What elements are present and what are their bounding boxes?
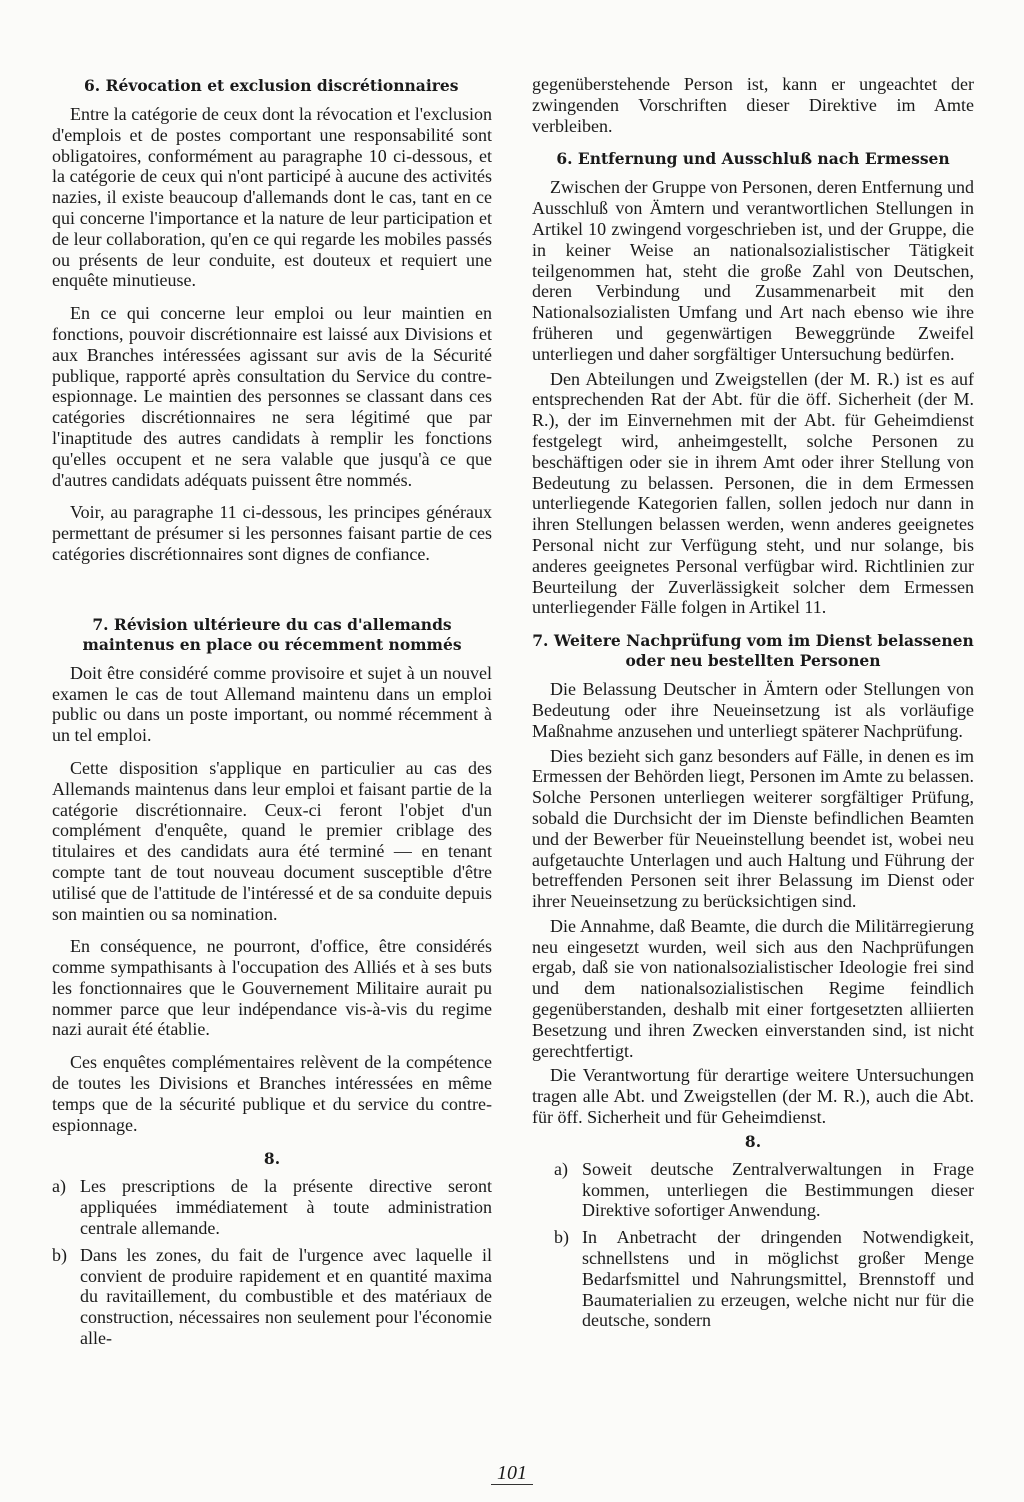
page-number (0, 1462, 1024, 1485)
list-item (52, 1176, 492, 1238)
list-item (532, 1159, 974, 1221)
paragraph: Den Abteilungen und Zweigstellen (der M. R.) ist es auf entsprechenden Rat der Abt. für die öff. Sicherheit (der M. R.), der im Einvernehmen mit der Abt. für Geheimdienst festgelegt wird, anheimgestellt, solche Personen zu beschäftigen oder sie in ihrem Amt oder ihrer Stellung von Bedeutung zu belassen. Personen, die in dem Ermessen unterliegende Kategorien fallen, sollen jedoch nur dann in ihren Stellungen belassen werden, wenn anderes geeignetes Personal nicht zur Verfügung steht, und nur solange, bis anderes geeignetes Personal verfügbar wird. Richtlinien zur Beurteilung der Zuverlässigkeit solcher dem Ermessen unterliegender Fälle folgen in Artikel 11. (532, 368, 974, 618)
item-label: a) (554, 1158, 568, 1179)
paragraph: En conséquence, ne pourront, d'office, être considérés comme sympathisants à l'occupation des Alliés et à ses buts les fonctionnaires que le Gouvernement Militaire aurait pu nommer parce que leur indépendance vis-à-vis du regime nazi aurait été établie. (52, 936, 492, 1040)
section-7-heading-fr: 7. Révision ultérieure du cas d'allemands maintenus en place ou récemment nommés (82, 614, 462, 654)
section-8-heading-de: 8. (744, 1131, 762, 1151)
section-7-heading-de: 7. Weitere Nachprüfung vom im Dienst belassenen oder neu bestellten Personen (532, 631, 974, 671)
item-label: b) (52, 1244, 67, 1265)
item-text: Soweit deutsche Zentralverwaltungen in Frage kommen, unterliegen die Bestimmungen dieser Direktive sofortiger Anwendung. (582, 1158, 974, 1221)
page-number-text: 101 (491, 1462, 533, 1485)
item-text: Les prescriptions de la présente directive seront appliquées immédiatement à toute administration centrale allemande. (80, 1176, 492, 1239)
item-label: a) (52, 1176, 66, 1197)
continuation-paragraph: gegenüberstehende Person ist, kann er ungeachtet der zwingenden Vorschriften dieser Direktive im Amte verbleiben. (532, 74, 974, 136)
item-label: b) (554, 1227, 569, 1248)
paragraph: Doit être considéré comme provisoire et sujet à un nouvel examen le cas de tout Allemand maintenu dans un emploi public ou dans un poste important, ou nommé récemment à un tel emploi. (52, 662, 492, 746)
paragraph: Voir, au paragraphe 11 ci-dessous, les principes généraux permettant de présumer si les personnes faisant partie de ces catégories discrétionnaires sont dignes de confiance. (52, 502, 492, 564)
paragraph: En ce qui concerne leur emploi ou leur maintien en fonctions, pouvoir discrétionnaire est laissé aux Divisions et aux Branches intéressées agissant sur avis de la Sécurité publique, rapporté après consultation du Service du contre-espionnage. Le maintien des personnes se classant dans ces catégories discrétionnaires ne sera légitimé que par l'inaptitude des autres candidats à remplir les fonctions qu'elles occupent et ne sera valable que jusqu'à ce que d'autres candidats adéquats puissent être nommés. (52, 303, 492, 490)
list-item (532, 1227, 974, 1331)
french-column (52, 76, 492, 1355)
item-text: Dans les zones, du fait de l'urgence avec laquelle il convient de produire rapidement et en quantité maxima du ravitaillement, du combustible et des matériaux de construction, nécessaires non seulement pour l'économie alle- (80, 1244, 492, 1349)
paragraph: Ces enquêtes complémentaires relèvent de la compétence de toutes les Divisions et Branches intéressées en même temps que de la sécurité publique et du service du contre-espionnage. (52, 1052, 492, 1135)
section-6-heading-fr: 6. Révocation et exclusion discrétionnaires (84, 76, 459, 95)
section-6-heading-de: 6. Entfernung und Ausschluß nach Ermessen (556, 149, 950, 169)
list-item (52, 1245, 492, 1349)
paragraph: Entre la catégorie de ceux dont la révocation et l'exclusion d'emplois et de postes comportant une responsabilité sont obligatoires, conformément au paragraphe 10 ci-dessous, et la catégorie de ceux qui n'ont participé à aucune des activités nazies, il existe beaucoup d'allemands dont le cas, tant en ce qui concerne l'importance et la nature de leur participation et de leur collaboration, qu'en ce qui regarde les mobiles passés ou présents de leur conduite, est douteux et requiert une enquête minutieuse. (52, 104, 492, 291)
paragraph: Die Belassung Deutscher in Ämtern oder Stellungen von Bedeutung oder ihre Neueinsetzung ist als vorläufige Maßnahme anzusehen und unterliegt späterer Nachprüfung. (532, 679, 974, 741)
paragraph: Zwischen der Gruppe von Personen, deren Entfernung und Ausschluß von Ämtern und verantwortlichen Stellungen in Artikel 10 zwingend vorgeschrieben ist, und der Gruppe, die in keiner Weise an nationalsozialistischer Tätigkeit teilgenommen hat, steht die große Zahl von Deutschen, deren Verbindung und Zusammenarbeit mit den Nationalsozialisten Umfang und Art nach ebenso wie ihre früheren und gegenwärtigen Beweggründe Zweifel unterliegen und daher sorgfältiger Untersuchung bedürfen. (532, 177, 974, 364)
section-8-heading-fr: 8. (263, 1149, 281, 1169)
paragraph: Dies bezieht sich ganz besonders auf Fälle, in denen es im Ermessen der Behörden liegt, Personen im Amte zu belassen. Solche Personen unterliegen weiterer sorgfältiger Prüfung, sobald die Durchsicht der im Dienste befindlichen Beamten und der Bewerber für Neueinstellung beendet ist, wobei neu aufgetauchte Unterlagen und auch Haltung und Führung der betreffenden Personen seit ihrer Belassung im Dienst oder ihrer Neueinsetzung zu berücksichtigen sind. (532, 745, 974, 912)
paragraph: Die Verantwortung für derartige weitere Untersuchungen tragen alle Abt. und Zweigstellen (der M. R.), auch die Abt. für öff. Sicherheit und für Geheimdienst. (532, 1065, 974, 1128)
item-text: In Anbetracht der dringenden Notwendigkeit, schnellstens und in möglichst großer Menge Bedarfsmittel und Nahrungsmittel, Brennstoff und Baumaterialien zu erzeugen, welche nicht nur für die deutsche, sondern (582, 1227, 974, 1331)
paragraph: Die Annahme, daß Beamte, die durch die Militärregierung neu eingesetzt wurden, weil sich aus den Nachprüfungen ergab, daß sie von nationalsozialistischer Ideologie frei sind und dem nationalsozialistischen Regime feindlich gegenüberstanden, deshalb mit einer fortgesetzten alliierten Besetzung und ihren Zwecken einverstanden sind, ist nicht gerechtfertigt. (532, 915, 974, 1061)
german-column (532, 74, 974, 1337)
paragraph: Cette disposition s'applique en particulier au cas des Allemands maintenus dans leur emploi et faisant partie de la catégorie discrétionnaire. Ceux-ci feront l'objet d'un complément d'enquête, quand le premier criblage des titulaires et des candidats aura été terminé — en tenant compte tant de tout nouveau document susceptible d'être utilisé que de l'attitude de l'intéressé et de sa conduite depuis son maintien ou sa nomination. (52, 757, 492, 924)
